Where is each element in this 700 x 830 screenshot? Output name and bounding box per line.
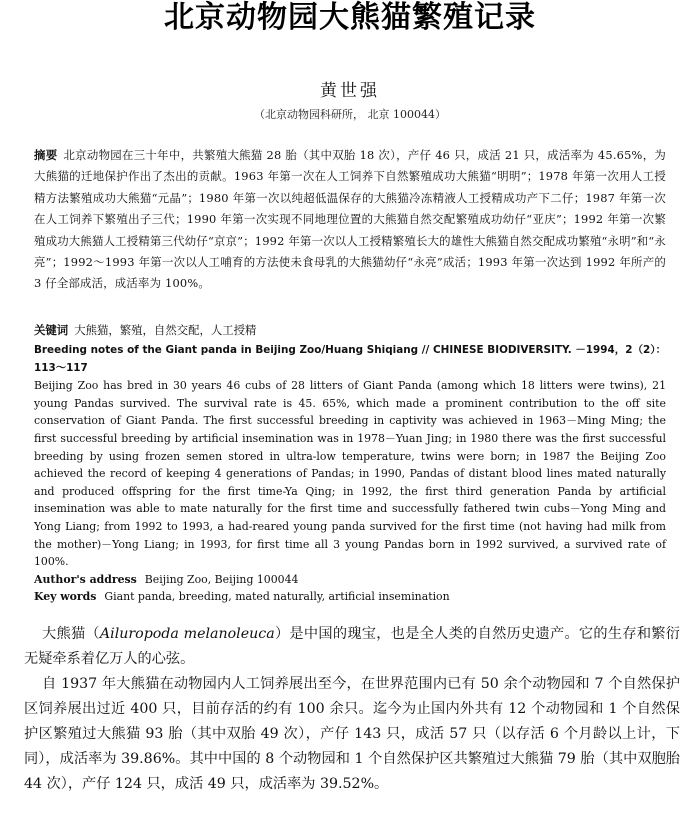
author-address-value: Beijing Zoo, Beijing 100044 bbox=[144, 572, 299, 586]
body-paragraph bbox=[24, 622, 680, 672]
english-citation-heading: Breeding notes of the Giant panda in Beijing Zoo/Huang Shiqiang // CHINESE BIODIVERSITY. －1994，2（2）：113～117 bbox=[34, 344, 666, 374]
english-abstract-block bbox=[34, 342, 666, 606]
author-affiliation: （北京动物园科研所， 北京 100044） bbox=[254, 108, 446, 121]
author-address bbox=[34, 571, 666, 589]
body-p1-start: 大熊猫（ bbox=[42, 626, 100, 642]
chinese-keywords bbox=[34, 321, 666, 339]
keywords-text: 大熊猫，繁殖，自然交配，人工授精 bbox=[74, 323, 257, 337]
english-abstract-text: Beijing Zoo has bred in 30 years 46 cubs of 28 litters of Giant Panda (among which 18 litters were twins), 21 young Pandas survived. The survival rate is 45. 65%, which made a prominent contribution to the off site conservation of Giant Panda. The first successful breeding in captivity was achieved in 1963－Ming Ming; the first successful breeding by artificial insemination was in 1978－Yuan Jing; in 1980 there was the first successful breeding by using frozen semen stored in ultra-low temperature, twins were born; in 1987 the Beijing Zoo achieved the record of keeping 4 generations of Pandas; in 1990, Pandas of distant blood lines mated naturally and produced offspring for the first time-Ya Qing; in 1992, the first third generation Panda by artificial insemination was able to mate naturally for the first time and successfully fathered twin cubs－Yong Ming and Yong Liang; from 1992 to 1993, a had-reared young panda survived for the first time (not having had milk from the mother)－Yong Liang; in 1993, for first time all 3 young Pandas born in 1992 survived, a survived rate of 100%. bbox=[34, 379, 666, 569]
english-keywords-label: Key words bbox=[34, 590, 97, 604]
english-keywords bbox=[34, 588, 666, 606]
author-address-label: Author's address bbox=[34, 572, 137, 586]
chinese-abstract bbox=[34, 145, 666, 295]
body-text bbox=[24, 622, 680, 797]
english-keywords-value: Giant panda, breeding, mated naturally, artificial insemination bbox=[104, 590, 450, 604]
body-p1-end: ）是中国的瑰宝，也是全人类的自然历史遗产。它的生存和繁衍无疑牵系着亿万人的心弦。 bbox=[24, 626, 680, 667]
keywords-label: 关键词 bbox=[34, 323, 69, 337]
author-name: 黄世强 bbox=[320, 81, 380, 101]
paper-title: 北京动物园大熊猫繁殖记录 bbox=[164, 0, 536, 35]
body-paragraph: 自 1937 年大熊猫在动物园内人工饲养展出至今，在世界范围内已有 50 余个动物园和 7 个自然保护区饲养展出过近 400 只，目前存活的约有 100 余只。迄今为止国内外共有 12 个动物园和 1 个自然保护区繁殖过大熊猫 93 胎（其中双胎 49 次），产仔 143 只，成活 57 只（以存活 6 个月龄以上计，下同），成活率为 39.86%。其中中国的 8 个动物园和 1 个自然保护区共繁殖过大熊猫 79 胎（其中双胞胎 44 次），产仔 124 只，成活 49 只，成活率为 39.52%。 bbox=[24, 676, 680, 792]
abstract-label: 摘要 bbox=[34, 148, 58, 162]
abstract-text: 北京动物园在三十年中，共繁殖大熊猫 28 胎（其中双胎 18 次），产仔 46 只，成活 21 只，成活率为 45.65%，为大熊猫的迁地保护作出了杰出的贡献。1963 年第一次在人工饲养下自然繁殖成功大熊猫“明明”；1978 年第一次用人工授精方法繁殖成功大熊猫“元晶”；1980 年第一次以纯超低温保存的大熊猫冷冻精液人工授精成功产下二仔；1987 年第一次在人工饲养下繁殖出子三代；1990 年第一次实现不同地理位置的大熊猫自然交配繁殖成功幼仔“亚庆”；1992 年第一次繁殖成功大熊猫人工授精第三代幼仔“京京”；1992 年第一次以人工授精繁殖长大的雄性大熊猫自然交配成功繁殖“永明”和“永亮”；1992～1993 年第一次以人工哺育的方法使未食母乳的大熊猫幼仔“永亮”成活；1993 年第一次达到 1992 年所产的 3 仔全部成活，成活率为 100%。 bbox=[34, 148, 666, 291]
latin-name: Ailuropoda melanoleuca bbox=[99, 626, 275, 642]
